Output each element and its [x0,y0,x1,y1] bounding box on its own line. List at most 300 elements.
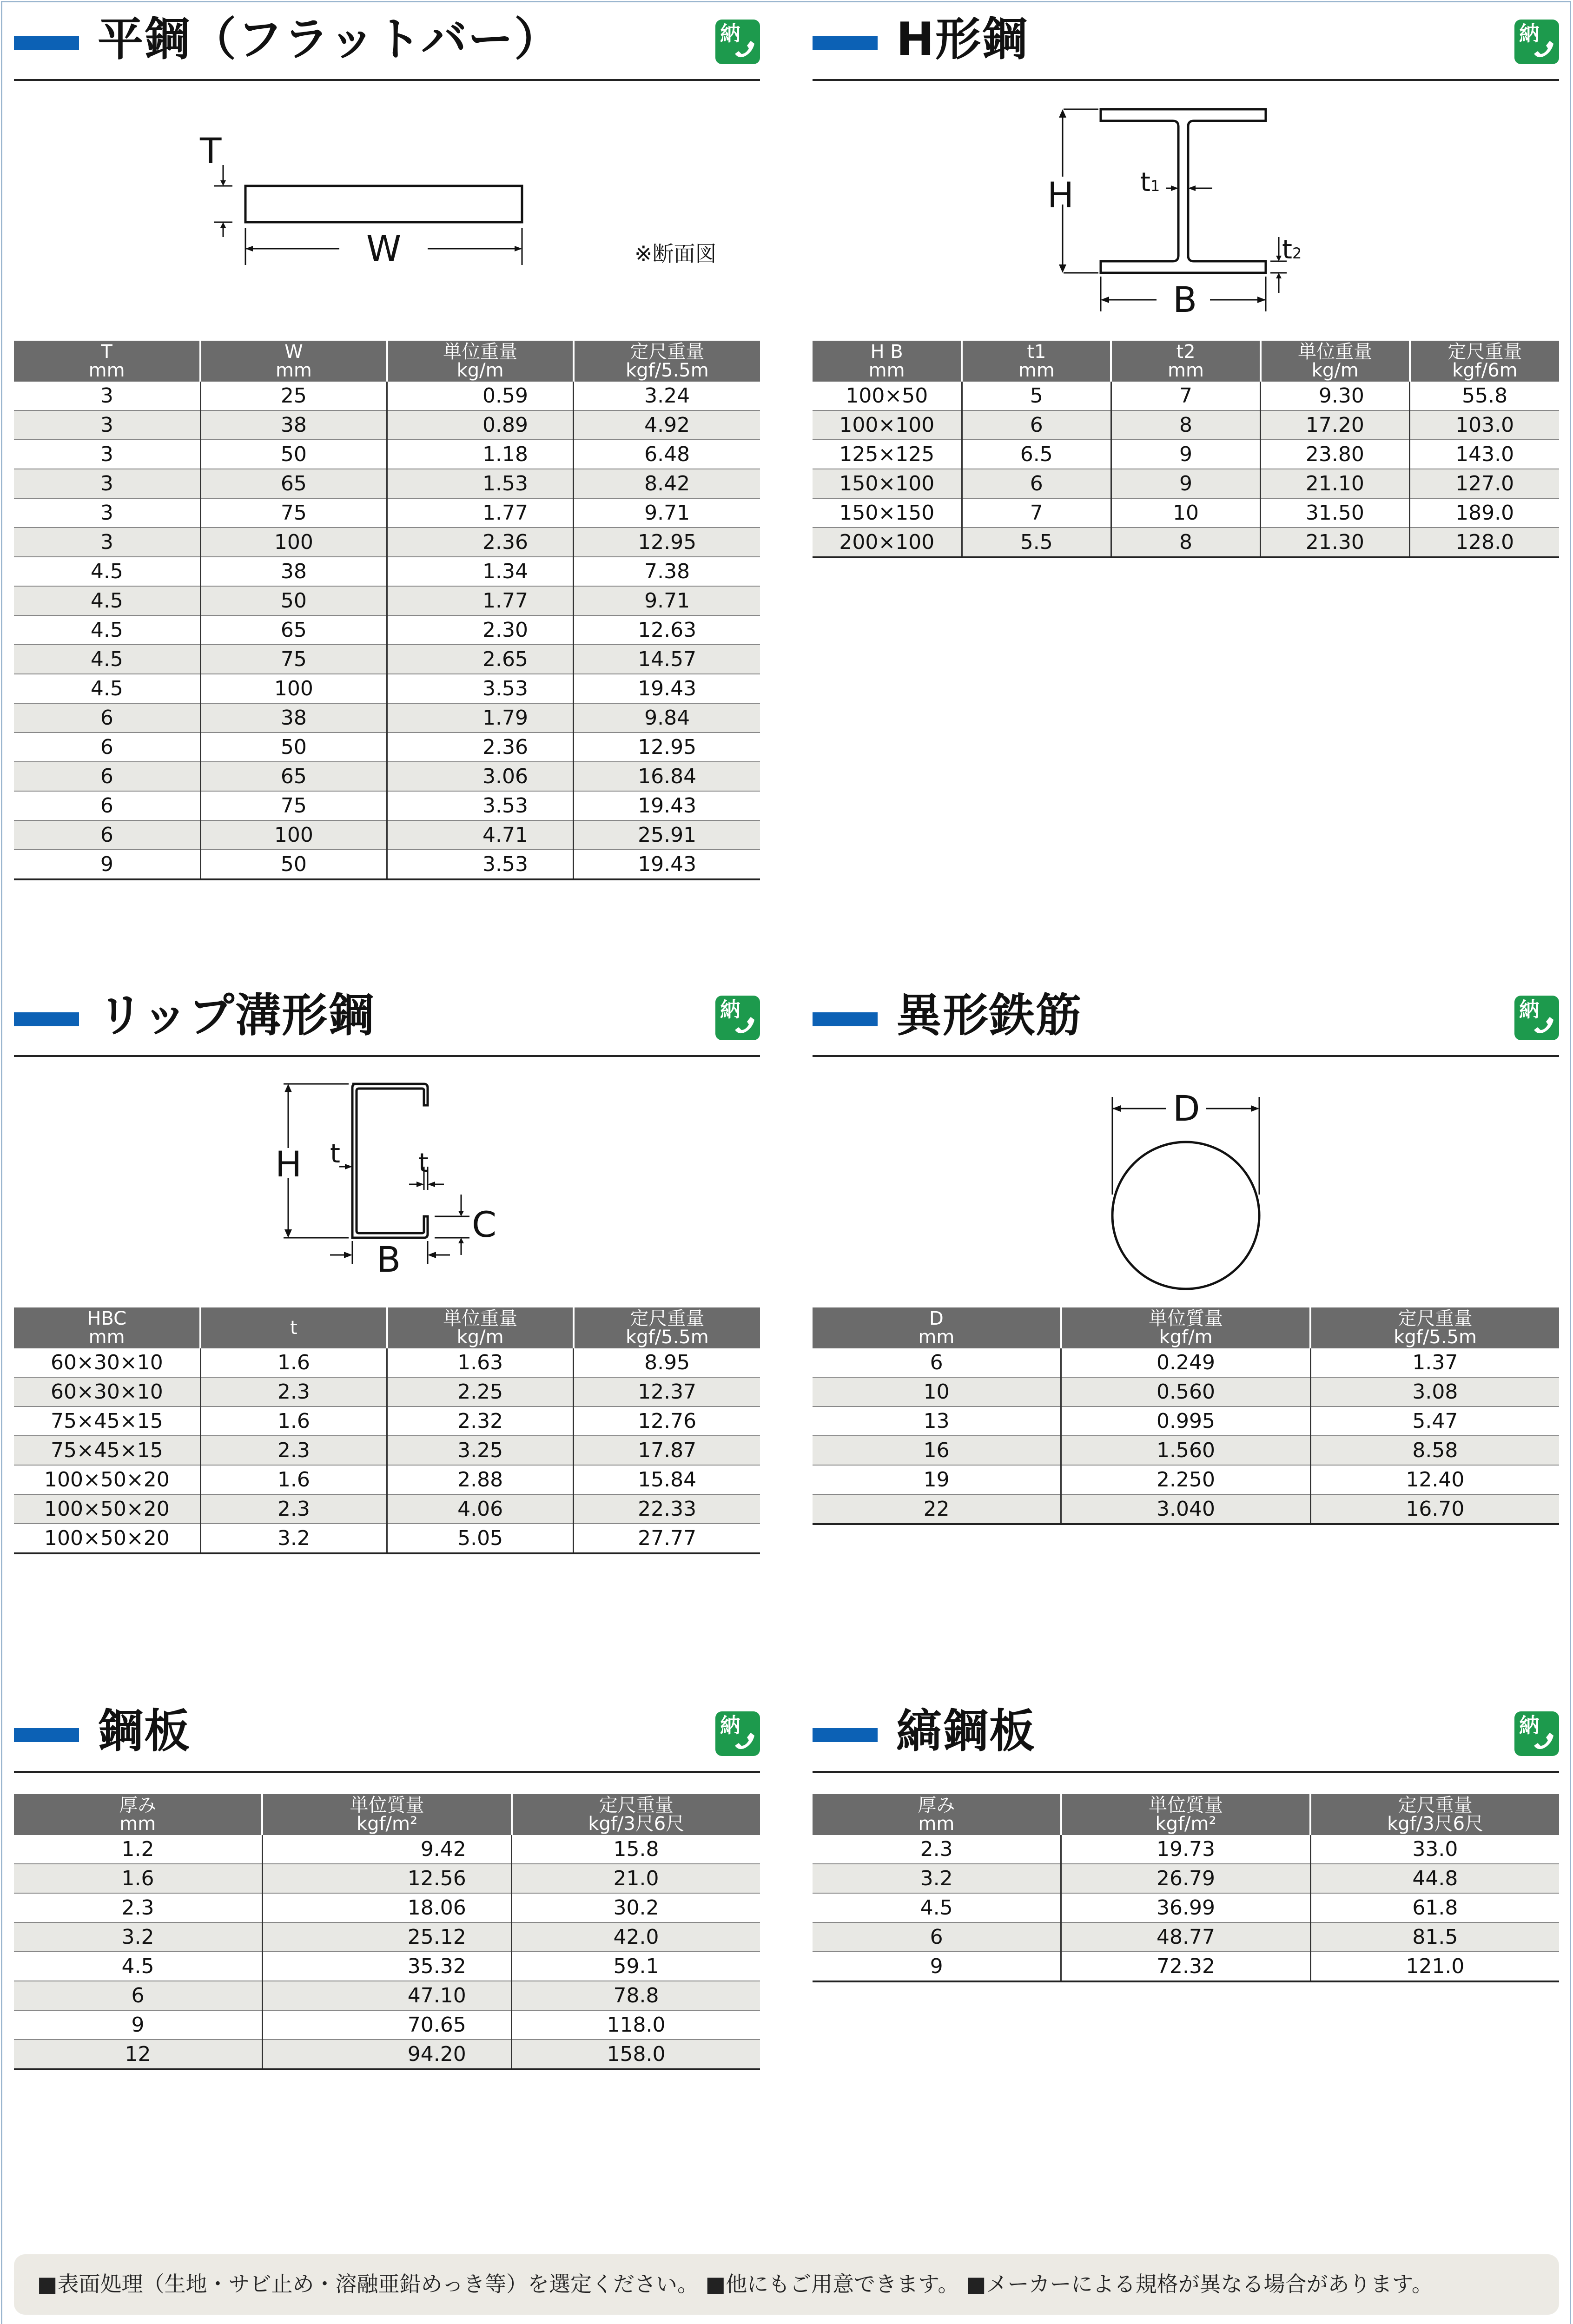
table-cell: 75×45×15 [14,1436,200,1465]
badge-label: 納 [1519,22,1540,46]
table-cell: 3 [14,382,200,410]
table-cell: 17.20 [1261,410,1410,440]
table-cell: 15.8 [512,1835,760,1864]
table-cell: 2.3 [813,1835,1061,1864]
table-cell: 158.0 [512,2040,760,2069]
table-cell: 12.95 [574,733,760,762]
table-cell: 100×50 [813,382,962,410]
table-cell: 23.80 [1261,440,1410,469]
table-cell: 2.30 [387,615,574,645]
table-cell: 9.71 [574,498,760,528]
table-cell: 2.32 [387,1406,574,1436]
table-cell: 12.40 [1310,1465,1559,1494]
column-header [1111,341,1260,382]
column-header-unit: kgf/3尺6尺 [588,1813,685,1835]
table-cell: 4.5 [14,674,200,703]
table-cell: 1.560 [1061,1436,1310,1465]
table-cell: 2.88 [387,1465,574,1494]
table-cell: 100 [200,674,387,703]
column-header-label: 厚み [918,1795,955,1816]
section-title: 縞鋼板 [896,1705,1036,1758]
table-cell: 38 [200,410,387,440]
table-cell: 7.38 [574,557,760,586]
header-rule [813,79,1559,81]
column-header-unit: kg/m [1311,360,1359,381]
table-cell: 2.36 [387,528,574,557]
table-row [14,1981,760,2010]
table-cell: 2.65 [387,645,574,674]
table-cell: 15.84 [574,1465,760,1494]
dimension-c-label: C [472,1204,497,1245]
column-header-label: 単位質量 [1148,1308,1223,1329]
column-header-label: 単位質量 [350,1795,424,1816]
lip-channel-diagram [14,1060,760,1280]
table-cell: 6 [14,703,200,733]
table-cell: 200×100 [813,528,962,557]
column-header-label: 定尺重量 [599,1795,674,1816]
table-row [14,1436,760,1465]
table-cell: 1.6 [200,1406,387,1436]
dimension-t-label: t [330,1139,340,1169]
table-cell: 3 [14,469,200,498]
column-header-unit: kgf/m² [356,1813,418,1835]
table-header-row [14,1307,760,1348]
column-header [1061,1794,1310,1835]
table-cell: 78.8 [512,1981,760,2010]
table-cell: 75 [200,791,387,820]
table-row [813,1922,1559,1952]
table-cell: 6 [813,1348,1061,1377]
table-cell: 17.87 [574,1436,760,1465]
table-cell: 3.2 [200,1524,387,1553]
table-cell: 103.0 [1410,410,1559,440]
table-cell: 27.77 [574,1524,760,1553]
table-row [813,410,1559,440]
column-header [1310,1794,1559,1835]
dimension-h-label: H [275,1143,302,1185]
table-cell: 2.3 [14,1893,262,1922]
table-cell: 25 [200,382,387,410]
table-row [813,1864,1559,1893]
column-header-unit: kg/m [456,1327,504,1348]
table-cell: 75 [200,645,387,674]
section-header [14,9,760,70]
table-row [14,2040,760,2069]
table-cell: 70.65 [262,2010,511,2040]
table-row [813,1494,1559,1524]
table-cell: 100 [200,528,387,557]
column-header [1310,1307,1559,1348]
table-row [14,1406,760,1436]
table-cell: 4.5 [14,557,200,586]
table-cell: 12.76 [574,1406,760,1436]
column-header-label: 定尺重量 [1398,1795,1473,1816]
dimension-t1-label: t1 [1140,167,1160,198]
table-cell: 3 [14,498,200,528]
column-header-label: 単位重量 [443,1308,518,1329]
table-row [813,1952,1559,1981]
table-cell: 47.10 [262,1981,511,2010]
table-cell: 2.36 [387,733,574,762]
delivery-badge [715,996,760,1040]
table-cell: 6.48 [574,440,760,469]
delivery-badge [715,1711,760,1756]
table-cell: 44.8 [1310,1864,1559,1893]
column-header-unit: mm [868,360,905,381]
column-header-unit: kgf/5.5m [1394,1327,1477,1348]
section-marker [14,36,79,50]
table-cell: 75×45×15 [14,1406,200,1436]
table-cell: 9 [813,1952,1061,1981]
section-header [813,985,1559,1046]
table-cell: 72.32 [1061,1952,1310,1981]
column-header-unit: mm [275,360,312,381]
column-header-unit: mm [918,1327,955,1348]
table-row [14,1835,760,1864]
table-row [813,1465,1559,1494]
table-cell: 0.560 [1061,1377,1310,1406]
rebar-table [813,1307,1559,1525]
phone-icon [1532,1013,1556,1037]
table-cell: 2.25 [387,1377,574,1406]
table-cell: 6 [14,733,200,762]
section-header [14,985,760,1046]
table-cell: 12.56 [262,1864,511,1893]
column-header [200,341,387,382]
column-header [813,1307,1061,1348]
table-cell: 94.20 [262,2040,511,2069]
phone-icon [733,37,757,61]
column-header-label: t1 [1027,341,1046,363]
header-rule [14,79,760,81]
table-cell: 3.24 [574,382,760,410]
table-cell: 127.0 [1410,469,1559,498]
table-row [14,820,760,850]
column-header-unit: kgf/3尺6尺 [1387,1813,1484,1835]
column-header-label: 定尺重量 [630,341,705,363]
table-cell: 4.5 [14,615,200,645]
column-header [14,341,200,382]
table-cell: 9 [14,850,200,879]
badge-label: 納 [720,998,740,1022]
table-cell: 48.77 [1061,1922,1310,1952]
table-cell: 6 [962,469,1111,498]
table-cell: 16.84 [574,762,760,791]
table-cell: 4.71 [387,820,574,850]
column-header [962,341,1111,382]
table-cell: 1.53 [387,469,574,498]
table-row [14,1922,760,1952]
badge-label: 納 [720,22,740,46]
section-header [813,9,1559,70]
table-row [14,615,760,645]
table-row [14,1465,760,1494]
h-beam-diagram [813,84,1559,325]
column-header [14,1794,262,1835]
column-header-label: T [101,341,112,363]
column-header-unit: kgf/m² [1155,1813,1216,1835]
column-header-label: t2 [1176,341,1196,363]
table-cell: 1.6 [200,1465,387,1494]
table-cell: 8.95 [574,1348,760,1377]
table-cell: 10 [1111,498,1260,528]
column-header [1410,341,1559,382]
section-rebar [813,985,1559,1521]
table-cell: 55.8 [1410,382,1559,410]
table-cell: 60×30×10 [14,1377,200,1406]
section-title: リップ溝形鋼 [98,989,375,1042]
column-header-unit: kgf/5.5m [626,360,709,381]
table-cell: 1.79 [387,703,574,733]
table-row [813,1406,1559,1436]
table-cell: 3.040 [1061,1494,1310,1524]
table-row [14,1893,760,1922]
table-cell: 6 [14,1981,262,2010]
table-cell: 5.5 [962,528,1111,557]
table-cell: 1.37 [1310,1348,1559,1377]
table-cell: 9 [14,2010,262,2040]
checker-plate-table [813,1794,1559,1982]
column-header-unit: mm [1168,360,1204,381]
table-cell: 75 [200,498,387,528]
column-header [1261,341,1410,382]
table-cell: 50 [200,733,387,762]
column-header [387,341,574,382]
column-header [512,1794,760,1835]
table-row [14,498,760,528]
table-cell: 121.0 [1310,1952,1559,1981]
table-cell: 2.250 [1061,1465,1310,1494]
table-cell: 18.06 [262,1893,511,1922]
dimension-b-label: B [377,1239,401,1280]
section-marker [14,1012,79,1026]
table-cell: 2.3 [200,1494,387,1524]
table-cell: 65 [200,762,387,791]
table-cell: 25.91 [574,820,760,850]
section-marker [813,1012,878,1026]
table-cell: 9.30 [1261,382,1410,410]
table-row [813,1377,1559,1406]
section-title: 鋼板 [98,1705,191,1758]
dimension-t2-label: t2 [1282,235,1302,265]
column-header [574,1307,760,1348]
table-cell: 5 [962,382,1111,410]
table-cell: 1.77 [387,586,574,615]
header-rule [813,1055,1559,1057]
table-cell: 6 [14,762,200,791]
table-cell: 1.34 [387,557,574,586]
table-cell: 30.2 [512,1893,760,1922]
table-cell: 100×50×20 [14,1465,200,1494]
cross-section-note: ※断面図 [634,241,717,266]
footer-notes [14,2254,1559,2315]
table-row [813,498,1559,528]
section-header [813,1701,1559,1762]
table-cell: 50 [200,440,387,469]
column-header-unit: mm [88,1327,125,1348]
phone-icon [1532,37,1556,61]
table-row [813,1348,1559,1377]
delivery-badge [1514,1711,1559,1756]
table-cell: 3.53 [387,850,574,879]
column-header [14,1307,200,1348]
table-cell: 3.2 [14,1922,262,1952]
table-cell: 7 [962,498,1111,528]
table-row [14,469,760,498]
table-cell: 59.1 [512,1952,760,1981]
table-cell: 9 [1111,469,1260,498]
table-cell: 8 [1111,410,1260,440]
table-row [14,1524,760,1553]
table-cell: 16.70 [1310,1494,1559,1524]
table-row [14,703,760,733]
table-cell: 4.5 [813,1893,1061,1922]
table-cell: 4.92 [574,410,760,440]
table-cell: 3 [14,440,200,469]
table-row [14,2010,760,2040]
table-cell: 6 [813,1922,1061,1952]
section-flat-bar [14,9,760,876]
column-header-label: 単位質量 [1148,1795,1223,1816]
table-cell: 1.77 [387,498,574,528]
table-row [14,382,760,410]
table-cell: 9.71 [574,586,760,615]
table-cell: 65 [200,615,387,645]
section-marker [813,36,878,50]
table-cell: 4.5 [14,645,200,674]
column-header-label: W [284,341,303,363]
table-header-row [14,1794,760,1835]
table-cell: 61.8 [1310,1893,1559,1922]
table-cell: 150×150 [813,498,962,528]
table-cell: 2.3 [200,1377,387,1406]
table-cell: 0.995 [1061,1406,1310,1436]
table-row [14,528,760,557]
column-header-unit: kgf/5.5m [626,1327,709,1348]
table-cell: 8.42 [574,469,760,498]
table-cell: 1.63 [387,1348,574,1377]
table-cell: 3.08 [1310,1377,1559,1406]
table-cell: 9.42 [262,1835,511,1864]
table-cell: 1.6 [200,1348,387,1377]
table-cell: 125×125 [813,440,962,469]
table-row [14,1952,760,1981]
table-cell: 8.58 [1310,1436,1559,1465]
table-row [813,440,1559,469]
column-header [574,341,760,382]
flat-bar-table [14,341,760,880]
table-cell: 1.18 [387,440,574,469]
column-header-label: 単位重量 [1298,341,1373,363]
table-cell: 19.43 [574,791,760,820]
table-row [14,1494,760,1524]
table-cell: 100×50×20 [14,1524,200,1553]
column-header [200,1307,387,1348]
flat-bar-diagram [14,84,760,270]
badge-label: 納 [1519,1714,1540,1737]
table-cell: 9.84 [574,703,760,733]
table-cell: 4.06 [387,1494,574,1524]
table-cell: 1.6 [14,1864,262,1893]
table-cell: 0.249 [1061,1348,1310,1377]
table-header-row [813,1307,1559,1348]
table-cell: 3 [14,410,200,440]
section-steel-plate [14,1701,760,2066]
table-cell: 4.5 [14,586,200,615]
table-cell: 150×100 [813,469,962,498]
table-row [14,557,760,586]
header-rule [14,1055,760,1057]
table-cell: 118.0 [512,2010,760,2040]
table-cell: 9 [1111,440,1260,469]
table-header-row [813,341,1559,382]
table-cell: 143.0 [1410,440,1559,469]
column-header-label: 単位重量 [443,341,518,363]
table-cell: 19.43 [574,850,760,879]
column-header-label: H B [870,341,903,363]
table-cell: 3.53 [387,791,574,820]
table-cell: 6 [14,820,200,850]
column-header [262,1794,511,1835]
table-cell: 16 [813,1436,1061,1465]
table-row [14,440,760,469]
table-cell: 19.73 [1061,1835,1310,1864]
column-header-unit: mm [88,360,125,381]
table-cell: 3.2 [813,1864,1061,1893]
column-header [813,341,962,382]
column-header-label: HBC [87,1308,126,1329]
table-cell: 35.32 [262,1952,511,1981]
delivery-badge [715,20,760,64]
table-cell: 22 [813,1494,1061,1524]
section-title: H形鋼 [896,13,1029,66]
table-cell: 189.0 [1410,498,1559,528]
table-cell: 12 [14,2040,262,2069]
dimension-t2-label: t [418,1148,429,1178]
table-cell: 42.0 [512,1922,760,1952]
column-header-label: 定尺重量 [1447,341,1522,363]
table-cell: 25.12 [262,1922,511,1952]
table-row [813,1835,1559,1864]
column-header-label: 厚み [119,1795,157,1816]
dimension-w-label: W [366,228,402,269]
column-header-label: D [929,1308,944,1329]
table-cell: 0.59 [387,382,574,410]
table-cell: 6 [14,791,200,820]
table-cell: 33.0 [1310,1835,1559,1864]
column-header [387,1307,574,1348]
badge-label: 納 [1519,998,1540,1022]
phone-icon [733,1729,757,1753]
table-cell: 19 [813,1465,1061,1494]
section-marker [813,1728,878,1742]
footer-text: ■表面処理（生地・サビ止め・溶融亜鉛めっき等）を選定ください。 ■他にもご用意できます。 ■メーカーによる規格が異なる場合があります。 [37,2271,1433,2297]
section-header [14,1701,760,1762]
header-rule [813,1771,1559,1773]
section-h-beam [813,9,1559,554]
table-cell: 14.57 [574,645,760,674]
table-cell: 6 [962,410,1111,440]
table-row [14,645,760,674]
table-row [14,1864,760,1893]
table-row [14,1348,760,1377]
table-cell: 12.95 [574,528,760,557]
table-cell: 0.89 [387,410,574,440]
rebar-diagram [813,1060,1559,1292]
table-cell: 12.63 [574,615,760,645]
column-header-label: t [290,1317,297,1339]
column-header-unit: mm [1018,360,1055,381]
